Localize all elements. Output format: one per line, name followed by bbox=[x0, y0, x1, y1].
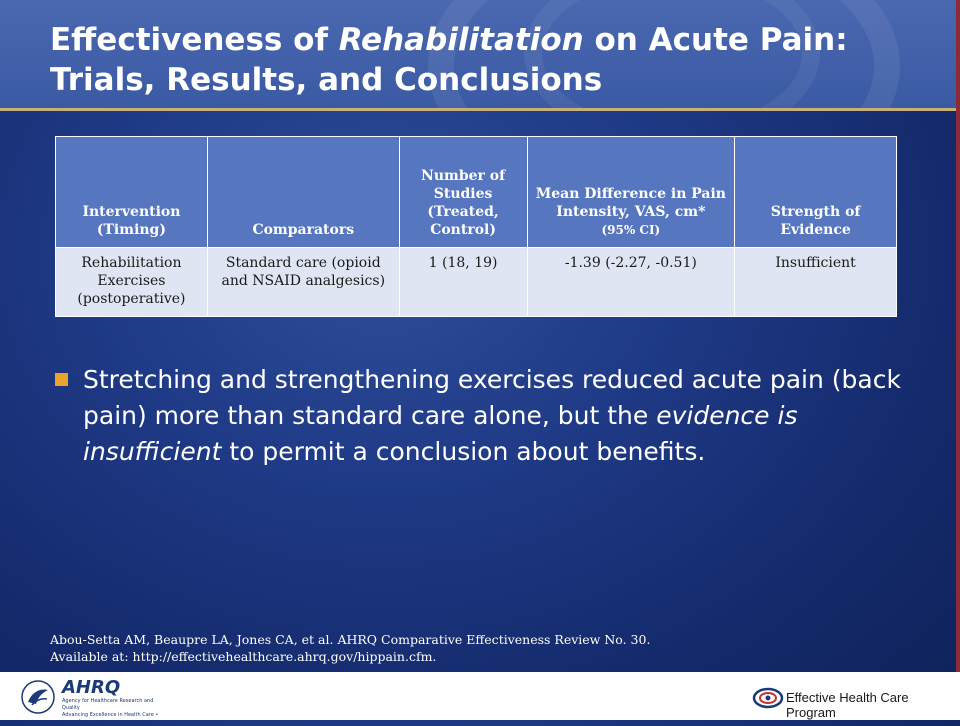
ahrq-mark: AHRQ bbox=[62, 677, 121, 698]
citation bbox=[50, 631, 930, 665]
right-edge-bar bbox=[956, 0, 960, 672]
slide-footer bbox=[0, 672, 960, 725]
header-studies: Number of Studies (Treated, Control) bbox=[399, 137, 527, 248]
bullet-text-italic: evidence is insufficient bbox=[83, 401, 798, 466]
title-part1: Effectiveness of bbox=[50, 22, 339, 58]
ahrq-subtitle-1: Agency for Healthcare Research and Quality bbox=[62, 698, 154, 711]
bullet-text-part1: Stretching and strengthening exercises reduced acute pain (back pain) more than standard care alone, but the bbox=[83, 365, 901, 430]
bullet-square-icon bbox=[55, 373, 68, 386]
evidence-table bbox=[55, 136, 897, 317]
header-intervention: Intervention (Timing) bbox=[56, 137, 208, 248]
cell-intervention: Rehabilitation Exercises (postoperative) bbox=[56, 248, 208, 317]
ahrq-subtitle-2: Advancing Excellence in Health Care • www.ahrq.gov bbox=[62, 712, 159, 725]
ehc-label: Effective Health Care Program bbox=[786, 690, 909, 720]
ehc-logo bbox=[752, 686, 952, 720]
bullet-text-part2: to permit a conclusion about benefits. bbox=[221, 437, 706, 466]
header-mean-difference bbox=[527, 137, 735, 248]
cell-studies: 1 (18, 19) bbox=[399, 248, 527, 317]
header-comparators: Comparators bbox=[207, 137, 399, 248]
title-line2: Trials, Results, and Conclusions bbox=[50, 62, 603, 98]
citation-line1: Abou-Setta AM, Beaupre LA, Jones CA, et al. AHRQ Comparative Effectiveness Review No. 30. bbox=[50, 632, 651, 647]
bullet-text bbox=[83, 362, 915, 470]
slide-title bbox=[50, 20, 930, 100]
title-italic: Rehabilitation bbox=[338, 22, 584, 58]
header-divider bbox=[0, 108, 960, 111]
ehc-swirl-icon bbox=[752, 686, 784, 710]
header-strength: Strength of Evidence bbox=[735, 137, 897, 248]
citation-line2: Available at: http://effectivehealthcare.ahrq.gov/hippain.cfm. bbox=[50, 649, 437, 664]
table-header-row bbox=[56, 137, 897, 248]
bullet-point bbox=[55, 362, 915, 470]
cell-strength: Insufficient bbox=[735, 248, 897, 317]
table-row bbox=[56, 248, 897, 317]
hhs-eagle-icon bbox=[20, 680, 56, 714]
header-mean-difference-ci: (95% CI) bbox=[601, 223, 661, 237]
cell-mean-difference: -1.39 (-2.27, -0.51) bbox=[527, 248, 735, 317]
header-mean-difference-label: Mean Difference in Pain Intensity, VAS, cm* bbox=[535, 186, 726, 220]
cell-comparators: Standard care (opioid and NSAID analgesics) bbox=[207, 248, 399, 317]
title-part2: on Acute Pain: bbox=[583, 22, 848, 58]
ahrq-logo bbox=[62, 677, 172, 725]
